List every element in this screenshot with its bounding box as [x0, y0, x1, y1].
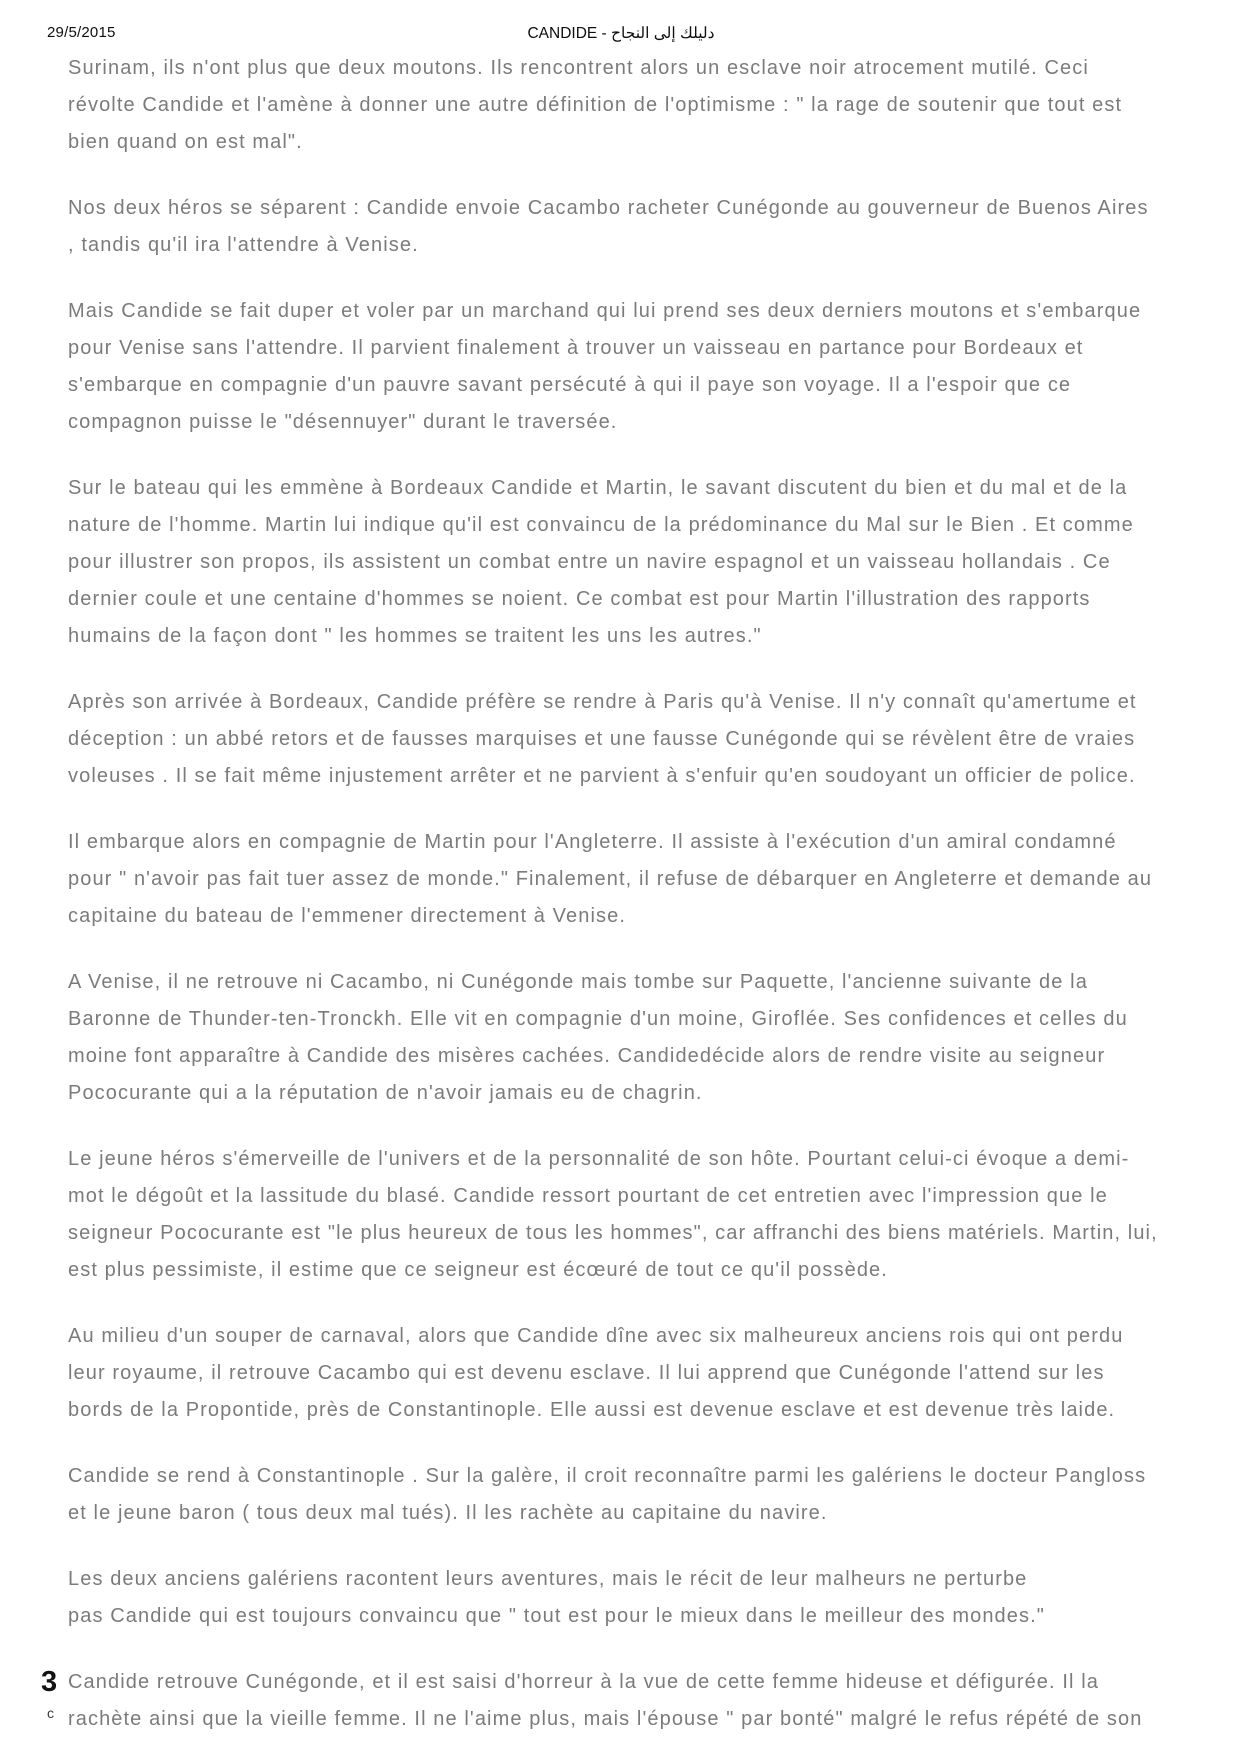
text-line: Candide retrouve Cunégonde, et il est saisi d'horreur à la vue de cette femme hideuse et défigurée. Il la — [68, 1671, 1099, 1693]
paragraph — [68, 1561, 1233, 1635]
text-line: est plus pessimiste, il estime que ce seigneur est écœuré de tout ce qu'il possède. — [68, 1259, 888, 1281]
text-line: s'embarque en compagnie d'un pauvre savant persécuté à qui il paye son voyage. Il a l'espoir que ce — [68, 374, 1072, 396]
text-line: humains de la façon dont " les hommes se traitent les uns les autres." — [68, 625, 762, 647]
text-line: Pococurante qui a la réputation de n'avoir jamais eu de chagrin. — [68, 1082, 703, 1104]
text-line: A Venise, il ne retrouve ni Cacambo, ni Cunégonde mais tombe sur Paquette, l'ancienne suivante de la — [68, 971, 1088, 993]
text-line: leur royaume, il retrouve Cacambo qui est devenu esclave. Il lui apprend que Cunégonde l'attend sur les — [68, 1362, 1105, 1384]
text-line: Surinam, ils n'ont plus que deux moutons. Ils rencontrent alors un esclave noir atrocement mutilé. Ceci — [68, 57, 1089, 79]
text-line: révolte Candide et l'amène à donner une autre définition de l'optimisme : " la rage de soutenir que tout est — [68, 94, 1123, 116]
page-title-latin: CANDIDE - — [527, 25, 612, 42]
text-line: Après son arrivée à Bordeaux, Candide préfère se rendre à Paris qu'à Venise. Il n'y connaît qu'amertume et — [68, 691, 1137, 713]
text-line: Nos deux héros se séparent : Candide envoie Cacambo racheter Cunégonde au gouverneur de Buenos Aires — [68, 197, 1149, 219]
header-date: 29/5/2015 — [47, 24, 116, 41]
paragraph — [68, 1664, 1233, 1738]
text-line: pour illustrer son propos, ils assistent un combat entre un navire espagnol et un vaisseau hollandais . Ce — [68, 551, 1111, 573]
text-line: Sur le bateau qui les emmène à Bordeaux Candide et Martin, le savant discutent du bien et du mal et de la — [68, 477, 1128, 499]
paragraph — [68, 684, 1233, 795]
footnote-mark: c — [47, 1705, 54, 1721]
paragraph — [68, 470, 1233, 655]
text-line: Le jeune héros s'émerveille de l'univers et de la personnalité de son hôte. Pourtant celui-ci évoque a demi- — [68, 1148, 1130, 1170]
text-line: bords de la Propontide, près de Constantinople. Elle aussi est devenue esclave et est devenue très laide. — [68, 1399, 1116, 1421]
paragraph — [68, 1458, 1233, 1532]
text-line: Au milieu d'un souper de carnaval, alors que Candide dîne avec six malheureux anciens rois qui ont perdu — [68, 1325, 1124, 1347]
paragraph — [68, 293, 1233, 441]
text-line: pour " n'avoir pas fait tuer assez de monde." Finalement, il refuse de débarquer en Angleterre et demande au — [68, 868, 1153, 890]
page-title-arabic: دليلك إلى النجاح — [611, 25, 715, 42]
paragraph — [68, 1141, 1233, 1289]
text-line: compagnon puisse le "désennuyer" durant le traversée. — [68, 411, 618, 433]
text-line: voleuses . Il se fait même injustement arrêter et ne parvient à s'enfuir qu'en soudoyant un officier de police. — [68, 765, 1136, 787]
text-line: Mais Candide se fait duper et voler par un marchand qui lui prend ses deux derniers moutons et s'embarque — [68, 300, 1142, 322]
text-line: moine font apparaître à Candide des misères cachées. Candidedécide alors de rendre visite au seigneur — [68, 1045, 1106, 1067]
document-body — [68, 50, 1233, 1756]
text-line: Candide se rend à Constantinople . Sur la galère, il croit reconnaître parmi les galériens le docteur Pangloss — [68, 1465, 1147, 1487]
page-number: 3 — [41, 1666, 58, 1698]
text-line: et le jeune baron ( tous deux mal tués). Il les rachète au capitaine du navire. — [68, 1502, 828, 1524]
text-line: pour Venise sans l'attendre. Il parvient finalement à trouver un vaisseau en partance pour Bordeaux et — [68, 337, 1084, 359]
text-line: mot le dégoût et la lassitude du blasé. Candide ressort pourtant de cet entretien avec l'impression que le — [68, 1185, 1108, 1207]
paragraph — [68, 824, 1233, 935]
paragraph — [68, 50, 1233, 161]
page-title — [0, 24, 1242, 43]
paragraph — [68, 1318, 1233, 1429]
text-line: bien quand on est mal". — [68, 131, 303, 153]
paragraph — [68, 964, 1233, 1112]
text-line: Baronne de Thunder-ten-Tronckh. Elle vit en compagnie d'un moine, Giroflée. Ses confidences et celles du — [68, 1008, 1128, 1030]
text-line: seigneur Pococurante est "le plus heureux de tous les hommes", car affranchi des biens matériels. Martin, lui, — [68, 1222, 1158, 1244]
text-line: nature de l'homme. Martin lui indique qu'il est convaincu de la prédominance du Mal sur le Bien . Et comme — [68, 514, 1134, 536]
text-line: capitaine du bateau de l'emmener directement à Venise. — [68, 905, 626, 927]
text-line: pas Candide qui est toujours convaincu que " tout est pour le mieux dans le meilleur des mondes." — [68, 1605, 1045, 1627]
text-line: Les deux anciens galériens racontent leurs aventures, mais le récit de leur malheurs ne perturbe — [68, 1568, 1028, 1590]
text-line: rachète ainsi que la vieille femme. Il ne l'aime plus, mais l'épouse " par bonté" malgré le refus répété de son — [68, 1708, 1143, 1730]
text-line: déception : un abbé retors et de fausses marquises et une fausse Cunégonde qui se révèlent être de vraies — [68, 728, 1136, 750]
text-line: Il embarque alors en compagnie de Martin pour l'Angleterre. Il assiste à l'exécution d'un amiral condamné — [68, 831, 1117, 853]
text-line: , tandis qu'il ira l'attendre à Venise. — [68, 234, 419, 256]
text-line: dernier coule et une centaine d'hommes se noient. Ce combat est pour Martin l'illustration des rapports — [68, 588, 1091, 610]
paragraph — [68, 190, 1233, 264]
